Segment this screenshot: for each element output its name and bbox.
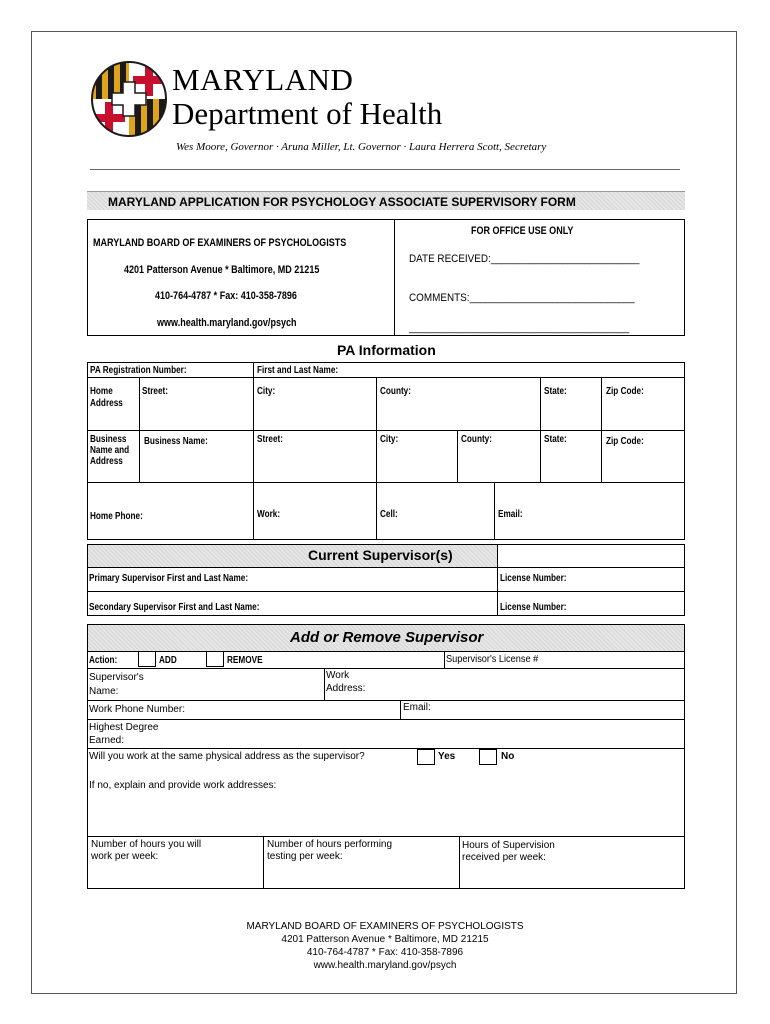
supervisor-email-label[interactable]: Email: (403, 702, 431, 713)
degree-label-line2[interactable]: Earned: (89, 735, 125, 746)
business-zip-label[interactable]: Zip Code: (606, 436, 644, 447)
secondary-supervisor-label[interactable]: Secondary Supervisor First and Last Name: (89, 602, 260, 613)
work-phone-label[interactable]: Work: (257, 509, 281, 520)
explain-addresses-label[interactable]: If no, explain and provide work addresses: (89, 780, 277, 791)
home-city-label[interactable]: City: (257, 386, 276, 397)
date-received-field[interactable]: DATE RECEIVED:___________________________ (409, 253, 640, 265)
business-state-label[interactable]: State: (544, 434, 567, 445)
supervisor-license-label[interactable]: Supervisor's License # (446, 654, 539, 665)
work-address-label-line2[interactable]: Address: (326, 683, 366, 694)
business-name-label[interactable]: Business Name: (144, 436, 208, 447)
home-state-label[interactable]: State: (544, 386, 567, 397)
supervisor-name-label-line2[interactable]: Name: (89, 686, 119, 697)
form-page (31, 31, 737, 994)
yes-option-label: Yes (438, 751, 456, 762)
degree-label-line1[interactable]: Highest Degree (89, 722, 159, 733)
officials-line: Wes Moore, Governor · Aruna Miller, Lt. Governor · Laura Herrera Scott, Secretary (176, 141, 547, 153)
hours-testing-label-line2[interactable]: testing per week: (267, 851, 343, 862)
pa-registration-label[interactable]: PA Registration Number: (90, 365, 187, 376)
board-phone-fax: 410-764-4787 * Fax: 410-358-7896 (155, 290, 297, 302)
board-address: 4201 Patterson Avenue * Baltimore, MD 21215 (124, 264, 320, 276)
action-label: Action: (89, 655, 118, 666)
department-wordmark: Department of Health (172, 96, 443, 131)
home-phone-label[interactable]: Home Phone: (90, 511, 143, 522)
yes-checkbox[interactable] (417, 749, 435, 765)
form-title-bar (87, 191, 685, 210)
board-divider (394, 219, 395, 336)
hours-supervision-label-line2[interactable]: received per week: (462, 852, 546, 863)
current-supervisors-title: Current Supervisor(s) (308, 547, 453, 563)
same-address-question: Will you work at the same physical address as the supervisor? (89, 751, 365, 762)
remove-option-label: REMOVE (227, 655, 263, 666)
primary-supervisor-label[interactable]: Primary Supervisor First and Last Name: (89, 573, 249, 584)
board-website: www.health.maryland.gov/psych (157, 317, 297, 329)
comments-field[interactable]: COMMENTS:______________________________ (409, 292, 635, 304)
no-option-label: No (501, 751, 515, 762)
work-address-label-line1[interactable]: Work (326, 670, 350, 681)
hours-testing-label-line1[interactable]: Number of hours performing (267, 839, 393, 850)
home-street-label[interactable]: Street: (142, 386, 168, 397)
cell-phone-label[interactable]: Cell: (380, 509, 398, 520)
home-zip-label[interactable]: Zip Code: (606, 386, 644, 397)
footer-board-name: MARYLAND BOARD OF EXAMINERS OF PSYCHOLOGISTS (246, 921, 524, 932)
board-name: MARYLAND BOARD OF EXAMINERS OF PSYCHOLOGISTS (93, 237, 347, 249)
maryland-wordmark: MARYLAND (172, 62, 354, 97)
pa-info-title: PA Information (337, 342, 436, 358)
maryland-flag-seal-icon (90, 60, 168, 138)
footer-website: www.health.maryland.gov/psych (313, 960, 457, 971)
hours-supervision-label-line1[interactable]: Hours of Supervision (462, 840, 555, 851)
add-remove-title: Add or Remove Supervisor (290, 629, 484, 646)
home-county-label[interactable]: County: (380, 386, 411, 397)
office-use-title: FOR OFFICE USE ONLY (471, 225, 574, 237)
no-checkbox[interactable] (479, 749, 497, 765)
hours-work-label-line2[interactable]: work per week: (91, 851, 159, 862)
primary-license-label[interactable]: License Number: (500, 573, 567, 584)
footer-address: 4201 Patterson Avenue * Baltimore, MD 21215 (281, 934, 489, 945)
add-option-label: ADD (159, 655, 177, 666)
comments-line[interactable]: ________________________________________ (409, 322, 630, 334)
footer-phone-fax: 410-764-4787 * Fax: 410-358-7896 (306, 947, 464, 958)
hours-work-label-line1[interactable]: Number of hours you will (91, 839, 202, 850)
business-city-label[interactable]: City: (380, 434, 399, 445)
pa-email-label[interactable]: Email: (498, 509, 523, 520)
secondary-license-label[interactable]: License Number: (500, 602, 567, 613)
business-county-label[interactable]: County: (461, 434, 492, 445)
add-checkbox[interactable] (138, 651, 156, 667)
remove-checkbox[interactable] (206, 651, 224, 667)
form-title: MARYLAND APPLICATION FOR PSYCHOLOGY ASSOCIATE SUPERVISORY FORM (108, 195, 576, 209)
supervisor-name-label-line1[interactable]: Supervisor's (89, 672, 144, 683)
header-divider (90, 169, 680, 170)
business-street-label[interactable]: Street: (257, 434, 283, 445)
work-phone-number-label[interactable]: Work Phone Number: (89, 704, 185, 715)
home-address-label: Home Address (90, 386, 123, 409)
business-block-label: Business Name and Address (90, 434, 130, 467)
pa-name-label[interactable]: First and Last Name: (257, 365, 339, 376)
